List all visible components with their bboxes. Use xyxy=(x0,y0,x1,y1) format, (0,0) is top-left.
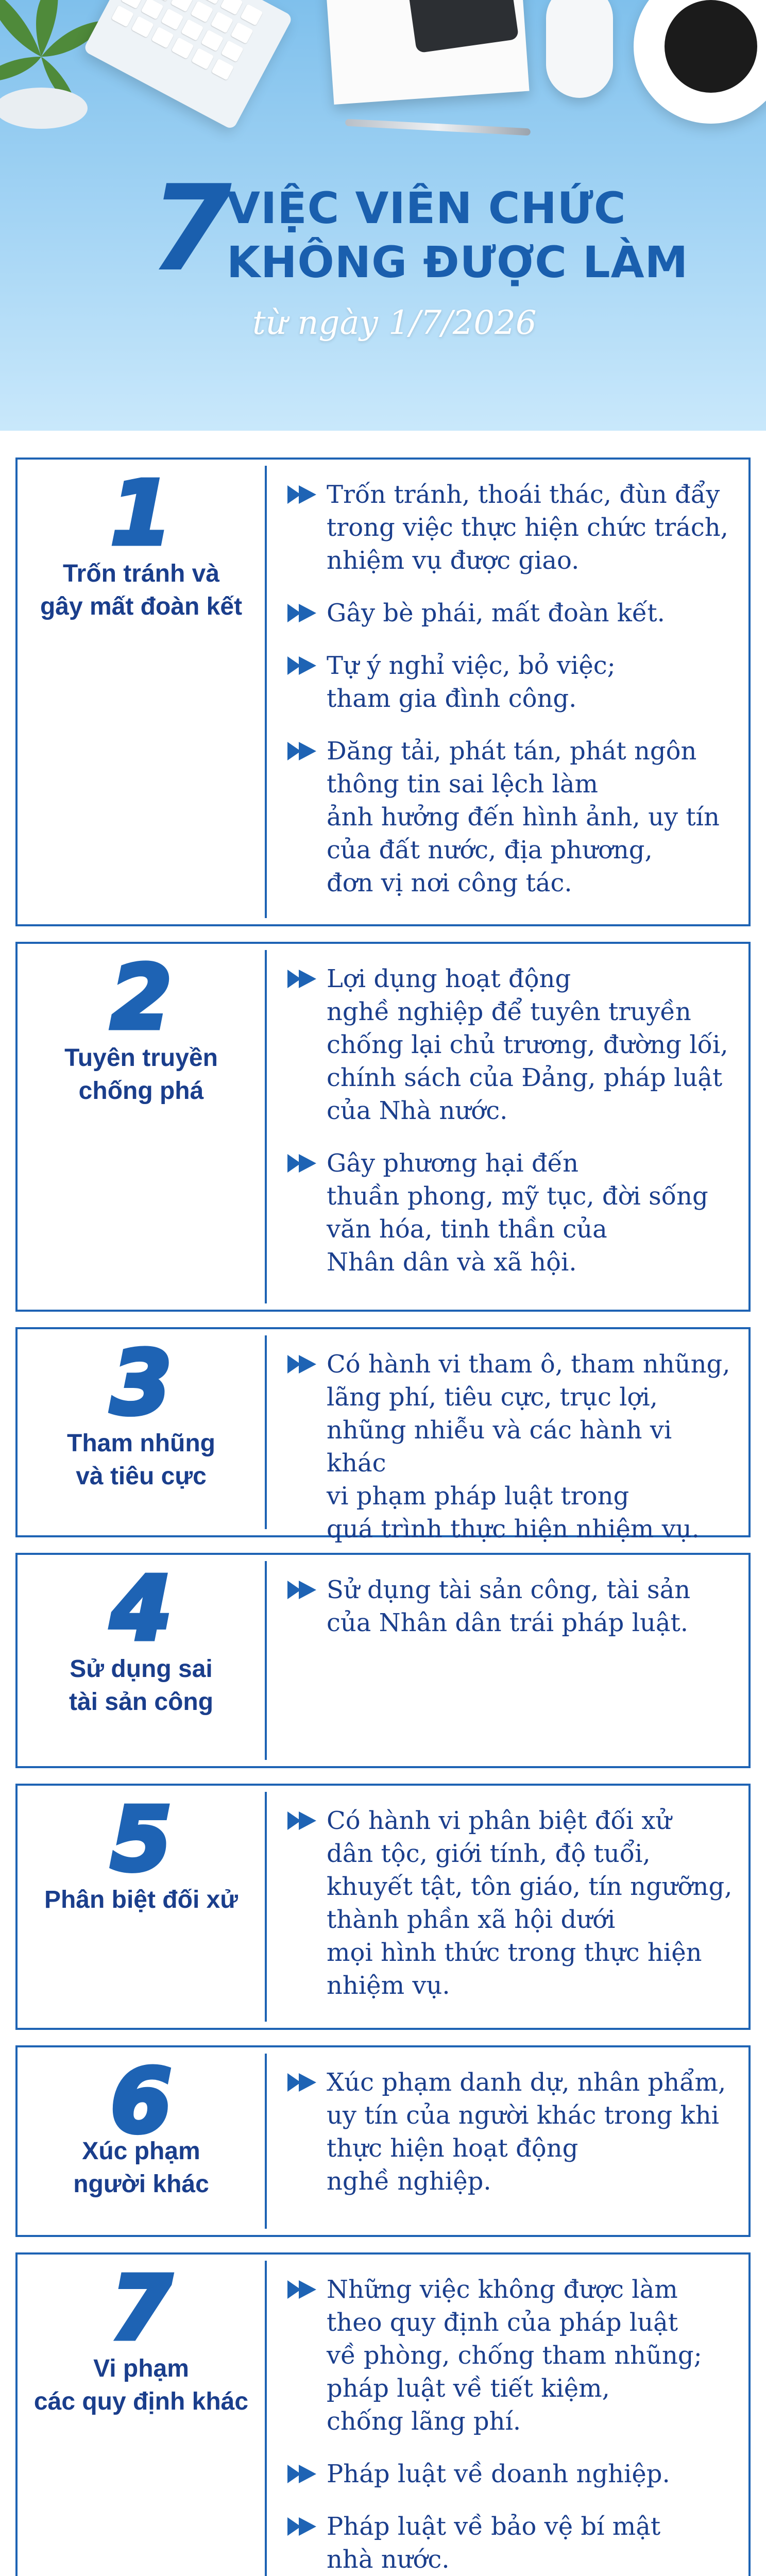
section-7-left xyxy=(18,2255,265,2576)
section-label: Phân biệt đối xử xyxy=(44,1886,239,1913)
section-number: 7 xyxy=(110,2258,172,2360)
subtitle-date: từ ngày 1/7/2026 xyxy=(252,304,537,342)
section-6 xyxy=(15,2045,751,2237)
list-item: Những việc không được làm theo quy định của pháp luật về phòng, chống tham nhũng; pháp luật về tiết kiệm, chống lãng phí. xyxy=(285,2273,733,2438)
section-divider xyxy=(265,950,267,1303)
section-divider xyxy=(265,1792,267,2022)
pen-decoration xyxy=(345,119,531,136)
list-item: Sử dụng tài sản công, tài sản của Nhân dân trái pháp luật. xyxy=(285,1573,733,1639)
header-banner xyxy=(0,0,766,431)
section-number: 3 xyxy=(110,1332,172,1434)
title-line-1: VIỆC VIÊN CHỨC xyxy=(227,183,626,233)
arrow-bullet-icon xyxy=(285,654,318,677)
list-item: Trốn tránh, thoái thác, đùn đẩy trong việc thực hiện chức trách, nhiệm vụ được giao. xyxy=(285,478,733,577)
arrow-bullet-icon xyxy=(285,1152,318,1175)
section-divider xyxy=(265,2261,267,2576)
list-item: Pháp luật về bảo vệ bí mật nhà nước. xyxy=(285,2510,733,2576)
section-2 xyxy=(15,942,751,1312)
section-label: Sử dụng sai tài sản công xyxy=(69,1655,214,1716)
list-item: Có hành vi tham ô, tham nhũng, lãng phí, tiêu cực, trục lợi, nhũng nhiễu và các hành vi khác vi phạm pháp luật trong quá trình thực hiện nhiệm vụ. xyxy=(285,1348,733,1546)
list-item: Xúc phạm danh dự, nhân phẩm, uy tín của người khác trong khi thực hiện hoạt động nghề nghiệp. xyxy=(285,2066,733,2198)
section-label: Xúc phạm người khác xyxy=(73,2138,209,2198)
arrow-bullet-icon xyxy=(285,2463,318,2485)
section-6-left xyxy=(18,2047,265,2235)
section-3-left xyxy=(18,1329,265,1535)
section-number: 5 xyxy=(110,1789,172,1891)
list-item: Tự ý nghỉ việc, bỏ việc; tham gia đình công. xyxy=(285,649,733,715)
title-line-2: KHÔNG ĐƯỢC LÀM xyxy=(227,237,689,287)
section-divider xyxy=(265,466,267,918)
section-label: Tham nhũng và tiêu cực xyxy=(67,1430,215,1490)
section-number: 4 xyxy=(110,1558,172,1660)
section-1 xyxy=(15,457,751,926)
plant-decoration xyxy=(0,0,113,134)
section-5 xyxy=(15,1784,751,2030)
section-7 xyxy=(15,2252,751,2576)
arrow-bullet-icon xyxy=(285,1353,318,1376)
list-item: Đăng tải, phát tán, phát ngôn thông tin sai lệch làm ảnh hưởng đến hình ảnh, uy tín của đất nước, địa phương, đơn vị nơi công tác. xyxy=(285,735,733,900)
list-item: Có hành vi phân biệt đối xử dân tộc, giới tính, độ tuổi, khuyết tật, tôn giáo, tín ngưỡng, thành phần xã hội dưới mọi hình thức trong thực hiện nhiệm vụ. xyxy=(285,1804,733,2002)
arrow-bullet-icon xyxy=(285,1809,318,1832)
mouse-decoration xyxy=(546,0,613,98)
arrow-bullet-icon xyxy=(285,968,318,990)
section-label: Trốn tránh và gây mất đoàn kết xyxy=(40,560,243,620)
section-4 xyxy=(15,1553,751,1768)
arrow-bullet-icon xyxy=(285,740,318,762)
section-number: 6 xyxy=(110,2050,172,2153)
section-number: 1 xyxy=(110,463,172,565)
arrow-bullet-icon xyxy=(285,2515,318,2538)
section-label: Tuyên truyền chống phá xyxy=(64,1044,218,1105)
section-2-left xyxy=(18,944,265,1310)
keyboard-decoration xyxy=(83,0,294,130)
list-item: Pháp luật về doanh nghiệp. xyxy=(285,2458,733,2490)
arrow-bullet-icon xyxy=(285,2071,318,2094)
section-3 xyxy=(15,1327,751,1544)
coffee-cup-decoration xyxy=(634,0,766,124)
arrow-bullet-icon xyxy=(285,1579,318,1601)
list-item: Lợi dụng hoạt động nghề nghiệp để tuyên truyền chống lại chủ trương, đường lối, chính sách của Đảng, pháp luật của Nhà nước. xyxy=(285,962,733,1127)
arrow-bullet-icon xyxy=(285,483,318,506)
section-label: Vi phạm các quy định khác xyxy=(33,2355,249,2415)
section-4-left xyxy=(18,1555,265,1766)
section-5-left xyxy=(18,1786,265,2028)
section-divider xyxy=(265,2054,267,2229)
list-item: Gây phương hại đến thuần phong, mỹ tục, đời sống văn hóa, tinh thần của Nhân dân và xã hội. xyxy=(285,1147,733,1279)
section-1-left xyxy=(18,460,265,924)
section-divider xyxy=(265,1561,267,1760)
section-number: 2 xyxy=(110,947,172,1049)
list-item: Gây bè phái, mất đoàn kết. xyxy=(285,597,733,630)
arrow-bullet-icon xyxy=(285,2278,318,2301)
arrow-bullet-icon xyxy=(285,602,318,624)
title-number: 7 xyxy=(149,160,232,298)
section-divider xyxy=(265,1335,267,1529)
